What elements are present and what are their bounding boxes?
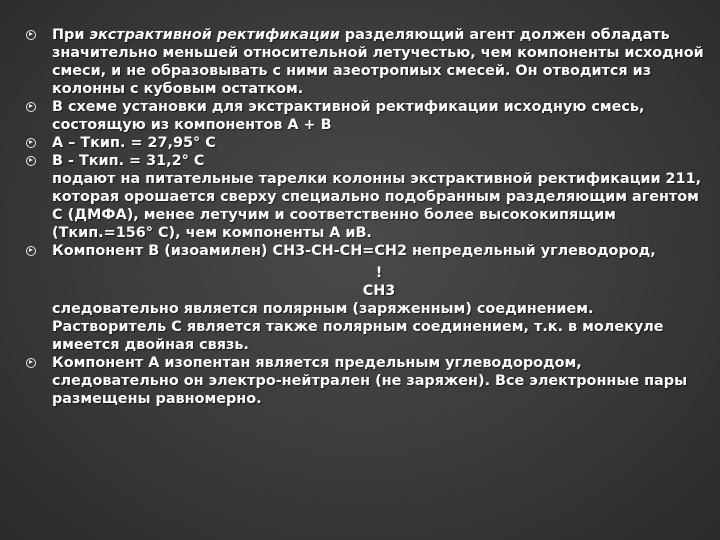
bullet-1-italic: экстрактивной ректификации	[89, 27, 340, 43]
bullet-item-4	[26, 152, 706, 170]
bullet-2-text: В схеме установки для экстрактивной ректификации исходную смесь, состоящую из компонентов А + В	[52, 99, 645, 133]
formula-ch3: СН3	[362, 283, 396, 299]
circled-arrow-icon	[26, 30, 36, 40]
formula-bond-mark: !	[375, 265, 383, 281]
paragraph-feed-description: подают на питательные тарелки колонны экстрактивной ректификации 211, которая орошается сверху специально подобранным разделяющим агентом С (ДМФА), менее летучим и соответственно более высококипящим (Ткип.=156° С), чем компоненты А иВ.	[52, 171, 702, 241]
bullet-6-text: Компонент А изопентан является предельным углеводородом, следовательно он электро-нейтрален (не заряжен). Все электронные пары размещены равномерно.	[52, 355, 688, 407]
bullet-4-text: В - Ткип. = 31,2° С	[52, 153, 205, 169]
bullet-item-6	[26, 354, 706, 408]
bullet-item-1	[26, 26, 706, 98]
bullet-5-text: Компонент В (изоамилен) СН3-СН-СН=СН2 непредельный углеводород,	[52, 243, 656, 259]
circled-arrow-icon	[26, 138, 36, 148]
bullet-1-rest: разделяющий агент должен обладать значительно меньшей относительной летучестью, чем компоненты исходной смеси, и не образовывать с ними азеотропиых смесей. Он отводится из колонны с кубовым остатком.	[52, 27, 704, 97]
circled-arrow-icon	[26, 156, 36, 166]
bullet-1-prefix: При	[52, 27, 90, 43]
circled-arrow-icon	[26, 102, 36, 112]
circled-arrow-icon	[26, 358, 36, 368]
circled-arrow-icon	[26, 246, 36, 256]
bullet-item-2	[26, 98, 706, 134]
slide-body	[26, 26, 706, 408]
bullet-3-text: А – Ткип. = 27,95° С	[52, 135, 216, 151]
bullet-item-3	[26, 134, 706, 152]
bullet-item-5	[26, 242, 706, 260]
paragraph-polarity: следовательно является полярным (заряженным) соединением. Растворитель С является также полярным соединением, т.к. в молекуле имеется двойная связь.	[52, 301, 664, 353]
